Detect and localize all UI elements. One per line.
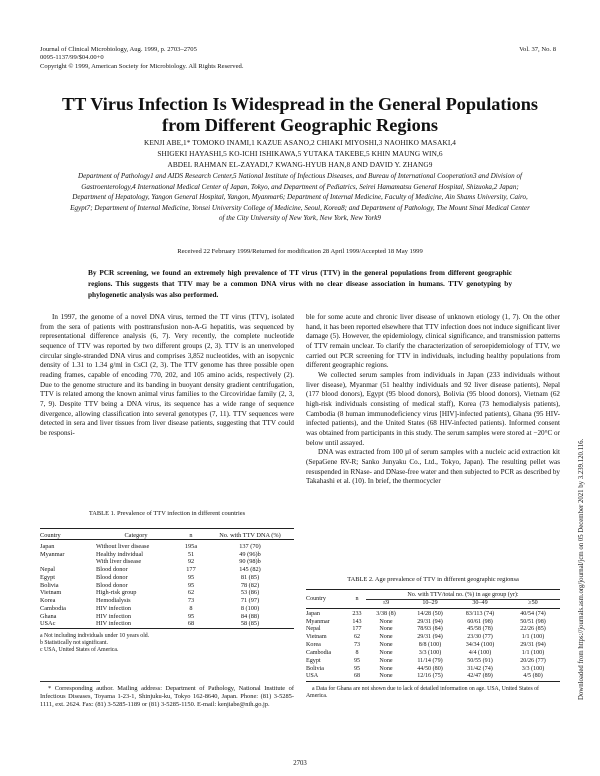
table-cell: Korea [306,642,321,649]
table-cell: Egypt [306,657,321,664]
table-1-header: n [189,531,193,539]
table-1-header: No. with TTV DNA (%) [219,531,281,539]
table-cell: 177 [352,626,362,633]
table-cell: Japan [306,610,320,617]
body-paragraph: In 1997, the genome of a novel DNA virus, termed the TT virus (TTV), isolated from the sera of patients with posttransfusion non-A-G hepatitis, was sequenced by representational difference analysis (6, 7). Very recently, the complete nucleotide sequence of TTV was reported by two different groups (2, 3). TTV is an unenveloped circular single-stranded DNA virus and comprises 3,852 nucleotides, with an isopycnic density of 1.31 to 1.34 g/ml in CsCl (2, 3). The TTV genome has three possible open reading frames, capable of encoding 770, 202, and 105 amino acids, respectively (2). Due to the genome structure and its banding in buoyant density gradient centrifugation, TTV is related among the known animal virus families to the Circoviridae family (2, 3, 7, 9). Despite TTV being a DNA virus, its sequence has a wide range of sequence divergence, allowing classification into several genotypes (7, 11). TTV sequences were detected in sera and liver tissues from liver disease patients, suggesting that TTV could be responsi- [40,313,294,437]
page-number: 2703 [293,760,307,767]
table-cell: 8 [189,604,193,612]
table-cell: Vietnam [306,634,327,641]
table-cell: 49 (96)b [239,550,261,558]
table-cell: 90 (98)b [239,558,261,566]
right-column-body [306,313,560,487]
table-cell: 73 [353,642,361,649]
table-cell: Cambodia [306,649,332,656]
table-cell: 1/1 (100) [521,649,545,656]
table-cell: 62 [187,589,195,597]
table-row [40,589,294,597]
table-cell: Ghana [40,612,57,620]
table-cell: 8/8 (100) [418,642,442,649]
table-cell: Blood donor [96,573,128,581]
footnote-divider [40,681,100,682]
table-cell: 50/51 (98) [520,618,546,625]
table-cell: 95 [187,581,195,589]
table-2-footnote: a Data for Ghana are not shown due to lack of detailed information on age. USA, United States of America. [306,685,539,699]
table-cell: 42/47 (89) [467,673,493,680]
volume-label: Vol. 37, No. 8 [519,46,556,53]
table-row [40,605,294,613]
table-row [40,597,294,605]
table-2-age-header: ≤9 [382,600,390,607]
left-column-body [40,313,294,439]
table-cell: 233 [352,610,362,617]
table-cell: HIV infection [96,604,132,612]
table-cell: None [379,649,393,656]
table-cell: Korea [40,597,56,604]
table-cell: 4/5 (80) [523,673,543,680]
body-paragraph: DNA was extracted from 100 µl of serum samples with a nucleic acid extraction kit (SepaGene RV-R; Sanko Junyaku Co., Ltd., Tokyo, Japan). The resulting pellet was resuspended in RNase- and DNase-free water and then subjected to PCR as described by Takahashi et al. (10). In brief, the thermocycler [306,448,560,486]
table-cell: 95 [353,657,361,664]
table-row [40,551,294,559]
table-cell: Myanmar [40,550,65,558]
table-cell: Bolivia [306,665,324,672]
table-cell: With liver disease [96,558,142,566]
table-cell: 29/31 (94) [520,642,546,649]
table-cell: 3/3 (100) [418,649,442,656]
table-cell: 84 (88) [240,612,260,620]
table-row [40,558,294,566]
received-dates: Received 22 February 1999/Returned for modification 28 April 1999/Accepted 18 May 1999 [177,248,423,255]
article-title: TT Virus Infection Is Widespread in the General Populations from Different Geographic Regions [61,94,539,135]
table-cell: 73 [187,597,195,604]
table-cell: Healthy individual [96,550,144,558]
table-cell: None [379,665,393,672]
table-1-footnotes [40,633,294,654]
table-row [306,611,560,619]
table-2-age-header: 30–49 [472,600,488,607]
copyright-line: Copyright © 1999, American Society for Microbiology. All Rights Reserved. [40,62,244,70]
table-cell: 95 [353,665,361,672]
table-cell: 137 (70) [239,542,261,550]
table-cell: Myanmar [306,618,330,625]
table-cell: 31/42 (74) [467,665,493,672]
body-paragraph: We collected serum samples from individuals in Japan (233 individuals without liver disease), Myanmar (51 healthy individuals and 92 liver disease patients), Nepal (177 blood donors), Egypt (95 blood donors), Bolivia (95 blood donors), Vietnam (62 high-risk individuals consisting of medical staff), Korea (73 hemodialysis patients), Cambodia (8 human immunodeficiency virus [HIV]-infected patients), Ghana (95 HIV-infected patients), and the United States (68 HIV-infected patients). Informed consent was obtained from participants in this study. The serum samples were stored at −20°C or below until assayed. [306,370,560,447]
correspondence-text: * Corresponding author. Mailing address: Department of Pathology, National Institute of Infectious Diseases, Toyama 1-23-1, Shinjuku-ku, Tokyo 162-8640, Japan. Phone: (81) 3-5285-1111, ext. 2624. Fax: (81) 3-5285-1189 or (81) 3-5285-1150. E-mail: kenjiabe@nih.go.jp. [40,685,294,709]
table-cell: Cambodia [40,604,66,612]
table-cell: 58 (85) [240,620,260,628]
table-1-header: Category [124,531,148,539]
table-row [40,543,294,551]
table-cell: 29/31 (94) [417,634,443,641]
table-row [40,582,294,590]
table-cell: 1/1 (100) [521,634,545,641]
table-row [40,574,294,582]
table-cell: 50/55 (91) [467,657,493,664]
table-2-caption: TABLE 2. Age prevalence of TTV in different geographic regionsa [347,576,519,583]
table-2-header-n: n [355,595,359,602]
table-cell: Vietnam [40,589,62,597]
table-row [306,650,560,658]
journal-header [40,46,243,71]
table-cell: HIV infection [96,620,132,628]
table-cell: Nepal [306,626,321,633]
table-cell [40,558,96,566]
table-row [306,673,560,681]
table-cell: Blood donor [96,581,128,589]
table-cell: 22/26 (85) [520,626,546,633]
table-cell: 83/113 (74) [465,610,495,617]
table-cell: None [379,657,393,664]
table-1-footnote: c USA, United States of America. [40,646,119,653]
correspondence-footnote [40,681,294,710]
table-cell: 8 (100) [240,604,260,612]
table-cell: 12/16 (75) [417,673,443,680]
table-cell: 51 [187,550,195,558]
table-cell: Japan [40,542,55,550]
table-cell: 20/26 (77) [520,657,546,664]
table-2-age-header: ≥50 [528,600,538,607]
table-cell: HIV infection [96,612,132,620]
table-cell: 68 [353,673,361,680]
author-list [60,137,540,170]
table-cell: None [379,618,393,625]
table-cell: 95 [187,612,195,620]
table-row [306,634,560,642]
table-cell: 44/50 (80) [417,665,443,672]
issn-line: 0095-1137/99/$04.00+0 [40,54,104,62]
table-cell: 34/34 (100) [465,642,495,649]
table-cell: 81 (85) [240,573,260,581]
affiliations: Department of Pathology1 and AIDS Research Center,5 National Institute of Infectious Diseases, and Bureau of International Cooperation3 and Division of Gastroenterology,4 International Medical Center of Japan, Tokyo, and Department of Pediatrics, Seirei Hamamatsu General Hospital, Shizuoka,2 Japan; Department of Hepatology, Yangon General Hospital, Yangon, Myanmar6; Department of Internal Medicine, Faculty of Medicine, Ain Shams University, Cairo, Egypt7; Department of Internal Medicine, Yonsei University College of Medicine, Seoul, Korea8; and Department of Pathology, The Mount Sinai Medical Center of the City University of New York, New York, New York9 [70,172,530,223]
table-cell: Egypt [40,573,56,581]
table-1-header: Country [40,531,61,539]
table-cell: 11/14 (79) [417,657,443,664]
download-side-note: Downloaded from https://journals.asm.org/journal/jcm on 05 December 2021 by 3.239.120.116. [578,438,585,700]
table-2-header-span: No. with TTV/total no. (%) in age group (yr): [366,592,560,600]
table-cell: None [379,634,393,641]
abstract: By PCR screening, we found an extremely high prevalence of TT virus (TTV) in the general populations from different geographic regions. This suggests that TTV may be a common DNA virus with no clear disease association in humans. TTV genotyping by phylogenetic analysis was also performed. [88,268,512,299]
table-cell: Blood donor [96,566,128,573]
table-cell: None [379,626,393,633]
body-paragraph: ble for some acute and chronic liver disease of unknown etiology (1, 7). On the other hand, it has been reported elsewhere that TTV infection does not induce significant liver damage (5). However, the epidemiology, clinical significance, and transmission patterns of TTV remain unclear. To clarify the characterization of seroepidemiology of TTV, we carried out PCR screening for TTV in individuals, including healthy populations from different geographic regions. [306,313,560,370]
table-1 [40,510,294,654]
table-cell: Bolivia [40,581,59,589]
table-cell: 45/58 (78) [467,626,493,633]
author-line: ABDEL RAHMAN EL-ZAYADI,7 KWANG-HYUB HAN,8 AND DAVID Y. ZHANG9 [167,160,433,169]
journal-line: Journal of Clinical Microbiology, Aug. 1999, p. 2703–2705 [40,46,197,53]
author-line: SHIGEKI HAYASHI,5 KO-ICHI ISHIKAWA,5 YUTAKA TAKEBE,5 KHIN MAUNG WIN,6 [157,149,443,158]
table-1-grid [40,528,294,631]
table-2-header-country: Country [306,595,326,602]
table-cell: Nepal [40,566,56,573]
table-cell: Without liver disease [96,542,150,550]
table-row [306,658,560,666]
table-2-grid [306,589,560,684]
table-cell: 4/4 (100) [468,649,492,656]
table-cell: 23/30 (77) [467,634,493,641]
table-cell: 143 [352,618,362,625]
table-row [40,566,294,574]
table-cell: 195a [184,542,198,550]
table-cell: 8 [355,649,359,656]
author-line: KENJI ABE,1* TOMOKO INAMI,1 KAZUE ASANO,2 CHIAKI MIYOSHI,3 NAOHIKO MASAKI,4 [143,138,457,147]
table-cell: 95 [187,573,195,581]
table-cell: None [379,673,393,680]
table-cell: USAc [40,620,56,628]
table-1-footnote: a Not including individuals under 10 years old. [40,632,150,639]
table-cell: 14/28 (50) [417,610,443,617]
table-cell: 177 [186,566,196,573]
table-row [40,613,294,621]
table-cell: 68 [187,620,195,628]
table-cell: Hemodialysis [96,597,131,604]
table-row [306,642,560,650]
table-cell: 40/54 (74) [520,610,546,617]
table-cell: 3/3 (100) [521,665,545,672]
table-1-caption: TABLE 1. Prevalence of TTV infection in different countries [88,510,246,517]
table-cell: 71 (97) [240,597,260,604]
table-row [40,620,294,628]
table-cell: 92 [187,558,195,566]
table-2 [306,576,560,700]
table-cell: High-risk group [96,589,137,597]
table-cell: 78/93 (84) [417,626,443,633]
table-cell: 145 (82) [239,566,261,573]
table-cell: 62 [353,634,361,641]
table-cell: None [379,642,393,649]
table-cell: 53 (86) [240,589,260,597]
table-cell: 29/31 (94) [417,618,443,625]
table-cell: 78 (82) [240,581,260,589]
table-1-footnote: b Statistically not significant. [40,639,108,646]
table-cell: USA [306,673,319,680]
table-2-age-header: 10–29 [422,600,438,607]
table-1-header-row [40,532,294,540]
table-cell: 60/61 (98) [467,618,493,625]
table-cell: 3/38 (8) [376,610,396,617]
